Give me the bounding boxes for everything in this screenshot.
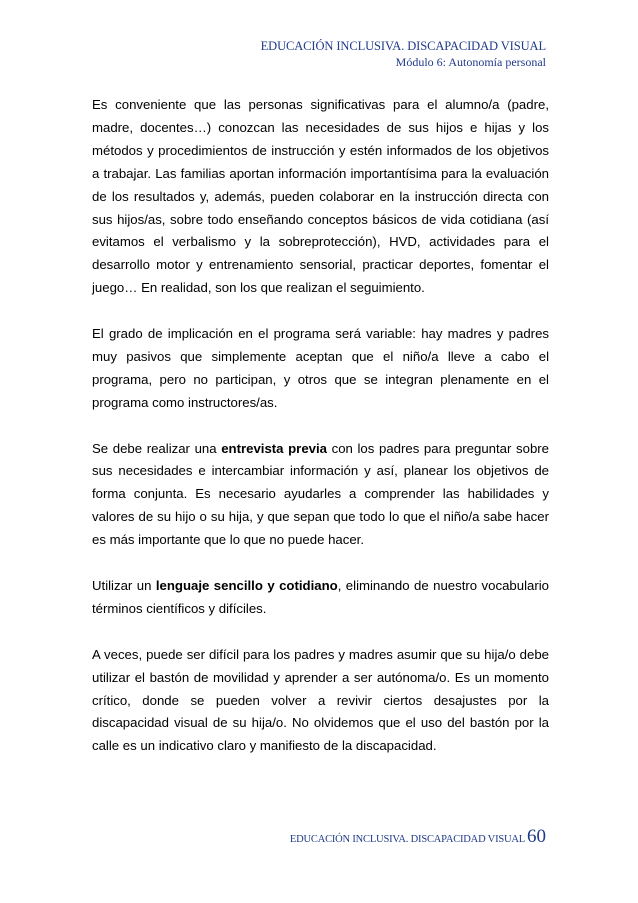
paragraph-3	[92, 438, 549, 553]
page-number: 60	[527, 826, 546, 847]
paragraph-4-bold-term: lenguaje sencillo y cotidiano	[155, 577, 338, 593]
page-footer	[290, 826, 546, 848]
document-body	[92, 94, 549, 758]
paragraph-4	[92, 575, 549, 621]
paragraph-1: Es conveniente que las personas significativas para el alumno/a (padre, madre, docentes…) conozcan las necesidades de sus hijos e hijas y los métodos y procedimientos de instrucción y estén informados de los objetivos a trabajar. Las familias aportan información importantísima para la evaluación de los resultados y, además, pueden colaborar en la instrucción directa con sus hijos/as, sobre todo enseñando conceptos básicos de vida cotidiana (así evitamos el verbalismo y la sobreprotección), HVD, actividades para el desarrollo motor y entrenamiento sensorial, practicar deportes, fomentar el juego… En realidad, son los que realizan el seguimiento.	[92, 97, 549, 296]
paragraph-5: A veces, puede ser difícil para los padres y madres asumir que su hija/o debe utilizar el bastón de movilidad y aprender a ser autónoma/o. Es un momento crítico, donde se pueden volver a revivir ciertos desajustes por la discapacidad visual de su hija/o. No olvidemos que el uso del bastón por la calle es un indicativo claro y manifiesto de la discapacidad.	[92, 646, 549, 754]
paragraph-3-text-end: con los padres para preguntar sobre sus necesidades e intercambiar información y así, planear los objetivos de forma conjunta. Es necesario ayudarles a comprender las habilidades y valores de su hijo o su hija, y que sepan que todo lo que el niño/a sabe hacer es más importante que lo que no puede hacer.	[92, 440, 550, 548]
page-header	[261, 38, 546, 70]
header-subtitle: Módulo 6: Autonomía personal	[395, 55, 546, 69]
paragraph-3-text-start: Se debe realizar una	[92, 440, 222, 456]
paragraph-2: El grado de implicación en el programa será variable: hay madres y padres muy pasivos que simplemente aceptan que el niño/a lleve a cabo el programa, pero no participan, y otros que se integran plenamente en el programa como instructores/as.	[92, 326, 549, 410]
paragraph-3-bold-term: entrevista previa	[221, 440, 327, 456]
footer-text: EDUCACIÓN INCLUSIVA. DISCAPACIDAD VISUAL	[289, 834, 525, 845]
paragraph-4-text-start: Utilizar un	[92, 577, 156, 593]
paragraph-4-text-end: , eliminando de nuestro vocabulario términos científicos y difíciles.	[92, 577, 549, 616]
header-title: EDUCACIÓN INCLUSIVA. DISCAPACIDAD VISUAL	[260, 39, 546, 53]
